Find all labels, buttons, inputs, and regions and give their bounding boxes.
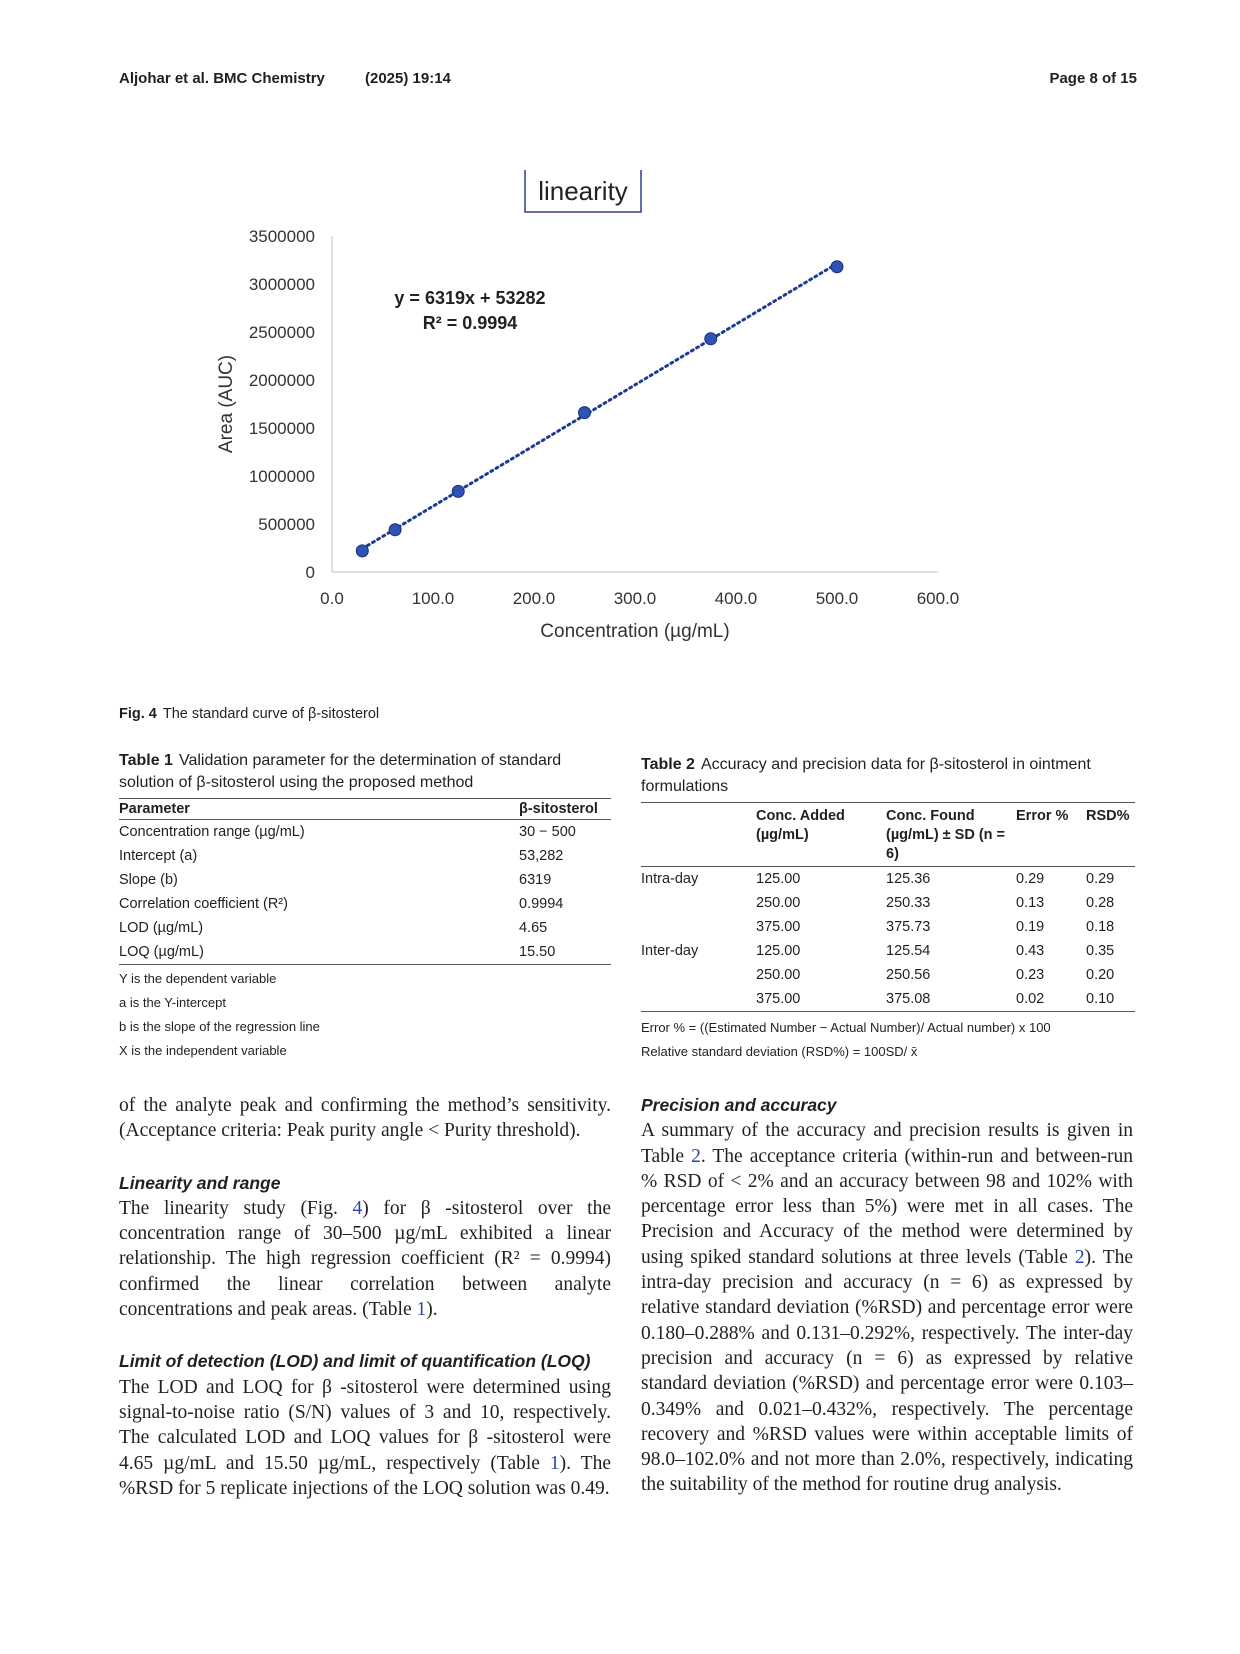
table-cell: 375.00 — [756, 919, 801, 935]
table-cell: 30 − 500 — [519, 824, 576, 840]
y-tick-label: 3000000 — [248, 275, 315, 294]
precision-text: A summary of the accuracy and precision results is given in Table — [641, 1120, 1133, 1167]
table-1-caption-text: Validation parameter for the determination of standard solution of β-sitosterol using the proposed method — [119, 752, 562, 791]
y-tick-label: 2000000 — [248, 371, 315, 390]
table-cell: 0.02 — [1016, 987, 1086, 1012]
table-cell: Slope (b) — [119, 872, 178, 888]
left-column — [119, 1093, 611, 1501]
table-cell: 0.29 — [1086, 871, 1115, 887]
linearity-text: The linearity study (Fig. — [119, 1197, 353, 1219]
table-cell: 125.00 — [756, 871, 801, 887]
linearity-paragraph — [119, 1196, 611, 1322]
table-row — [641, 891, 1135, 915]
table-cell — [641, 891, 756, 915]
x-tick-label: 600.0 — [916, 589, 960, 608]
table-2-header-cell: Error % — [1016, 803, 1086, 867]
table-cell: LOQ (µg/mL) — [119, 940, 519, 965]
table-cell: 375.08 — [886, 987, 1016, 1012]
data-point — [452, 485, 464, 497]
table-1-header-cell: Parameter — [119, 799, 519, 820]
table-cell: 4.65 — [519, 920, 548, 936]
data-point — [389, 524, 401, 536]
data-point — [579, 407, 591, 419]
y-tick-label: 3500000 — [248, 227, 315, 246]
table-cell — [641, 987, 756, 1012]
table-row — [641, 915, 1135, 939]
table-cell: 250.00 — [756, 895, 801, 911]
table-cell: 0.23 — [1016, 967, 1045, 983]
table-2-caption-text: Accuracy and precision data for β-sitosterol in ointment formulations — [641, 756, 1091, 795]
table-cell: Intercept (a) — [119, 848, 198, 864]
chart-title: linearity — [538, 176, 628, 206]
table-cell: 0.9994 — [519, 896, 564, 912]
x-tick-label: 200.0 — [512, 589, 556, 608]
lod-loq-heading: Limit of detection (LOD) and limit of quantification (LOQ) — [119, 1351, 591, 1372]
data-point — [356, 545, 368, 557]
y-tick-label: 2500000 — [248, 323, 315, 342]
table-row — [641, 939, 1135, 963]
journal-citation: Aljohar et al. BMC Chemistry — [119, 70, 325, 87]
table-2-label: Table 2 — [641, 756, 695, 773]
table-1-label: Table 1 — [119, 752, 173, 769]
y-tick-label: 1000000 — [248, 467, 315, 486]
table-cell: 375.73 — [886, 919, 931, 935]
table-1-link[interactable]: 1 — [416, 1299, 427, 1321]
table-2-caption — [641, 754, 1135, 798]
table-cell: 15.50 — [519, 940, 611, 965]
linearity-chart — [210, 170, 1040, 690]
table-cell: 0.28 — [1086, 895, 1115, 911]
table-cell: 250.56 — [886, 967, 931, 983]
linearity-text: ) for β -sitosterol over the concentration range of 30–500 µg/mL exhibited a linear relationship. The high regression coefficient (R² = 0.9994) confirmed the linear correlation between analyte concentrations and peak areas. (Table — [119, 1197, 611, 1321]
table-cell — [641, 963, 756, 987]
y-tick-label: 1500000 — [248, 419, 315, 438]
precision-paragraph — [641, 1118, 1133, 1497]
table-row — [119, 820, 611, 845]
table-cell: 0.20 — [1086, 967, 1115, 983]
equation-annotation: y = 6319x + 53282 — [394, 288, 546, 308]
table-2-header-cell: Conc. Added (µg/mL) — [756, 803, 886, 867]
x-tick-label: 100.0 — [411, 589, 455, 608]
figure-label: Fig. 4 — [119, 706, 157, 722]
table-2-header-cell: Conc. Found (µg/mL) ± SD (n = 6) — [886, 803, 1016, 867]
table-1-grid — [119, 798, 611, 965]
table-cell: Intra-day — [641, 871, 699, 887]
running-header — [119, 70, 1137, 92]
table-2-link[interactable]: 2 — [1074, 1246, 1085, 1268]
table-2-grid — [641, 802, 1135, 1012]
data-point — [705, 333, 717, 345]
intro-paragraph: of the analyte peak and confirming the method’s sensitivity. (Acceptance criteria: Peak purity angle < Purity threshold). — [119, 1095, 611, 1142]
linearity-text: ). — [426, 1299, 438, 1321]
table-cell: 125.36 — [886, 871, 931, 887]
y-tick-label: 500000 — [258, 515, 315, 534]
figure-4-link[interactable]: 4 — [352, 1197, 363, 1219]
y-axis-label: Area (AUC) — [216, 354, 237, 454]
table-row — [641, 867, 1135, 892]
page-number: Page 8 of 15 — [1049, 70, 1137, 87]
table-cell: 53,282 — [519, 848, 564, 864]
table-cell: 125.54 — [886, 943, 931, 959]
table-cell: 125.00 — [756, 943, 801, 959]
r-squared-annotation: R² = 0.9994 — [422, 313, 518, 333]
table-footnote: Y is the dependent variable — [119, 971, 277, 986]
table-row — [119, 916, 611, 940]
table-footnote: b is the slope of the regression line — [119, 1019, 320, 1034]
table-cell: 375.00 — [756, 987, 886, 1012]
precision-text: . The acceptance criteria (within-run and between-run % RSD of < 2% and an accuracy between 98 and 102% with percentage error less than 5%) were met in all cases. The Precision and Accuracy of the method were determined by using spiked standard solutions at three levels (Table — [641, 1145, 1133, 1268]
table-1-link[interactable]: 1 — [549, 1452, 560, 1474]
table-cell: 250.00 — [756, 967, 801, 983]
table-footnote: a is the Y-intercept — [119, 995, 226, 1010]
data-point — [831, 261, 843, 273]
lod-text: The LOD and LOQ for β -sitosterol were determined using signal-to-noise ratio (S/N) values of 3 and 10, respectively. The calculated LOD and LOQ values for β -sitosterol were 4.65 µg/mL and 15.50 µg/mL, respectively (Table — [119, 1376, 611, 1474]
x-tick-label: 300.0 — [613, 589, 657, 608]
figure-caption — [119, 706, 379, 722]
table-cell: 250.33 — [886, 895, 931, 911]
table-cell: 6319 — [519, 872, 552, 888]
table-2-header-row — [641, 803, 1135, 867]
table-1-caption — [119, 750, 611, 794]
table-row — [119, 868, 611, 892]
y-tick-labels — [249, 227, 315, 582]
lod-text: ). The %RSD for 5 replicate injections of the LOQ solution was 0.49. — [119, 1452, 611, 1499]
table-cell: Concentration range (µg/mL) — [119, 824, 305, 840]
table-1 — [119, 750, 611, 1063]
precision-text: ). The intra-day precision and accuracy (n = 6) as expressed by relative standard deviation (%RSD) and percentage error were 0.180–0.288% and 0.131–0.292%, respectively. The inter-day precision and accuracy (n = 6) as expressed by relative standard deviation (%RSD) and percentage error were 0.103–0.349% and 0.021–0.432%, respectively. The percentage recovery and %RSD values were within acceptable limits of 98.0–102.0% and not more than 2.0%, respectively, indicating the suitability of the method for routine drug analysis. — [641, 1246, 1133, 1496]
table-footnote: Error % = ((Estimated Number − Actual Number)/ Actual number) x 100 — [641, 1020, 1051, 1035]
table-2-header-cell: RSD% — [1086, 803, 1135, 867]
table-cell: LOD (µg/mL) — [119, 920, 204, 936]
x-tick-labels — [320, 589, 959, 608]
table-cell: 0.35 — [1086, 943, 1115, 959]
table-row — [119, 844, 611, 868]
table-cell: Inter-day — [641, 943, 699, 959]
year-volume: (2025) 19:14 — [365, 70, 451, 87]
linearity-chart-svg — [210, 170, 1040, 690]
table-row — [641, 963, 1135, 987]
x-tick-label: 500.0 — [815, 589, 859, 608]
x-axis-label: Concentration (µg/mL) — [540, 621, 730, 642]
table-row — [641, 987, 1135, 1012]
table-cell: 0.19 — [1016, 919, 1045, 935]
linearity-heading: Linearity and range — [119, 1172, 281, 1193]
table-2-header-cell — [641, 803, 756, 867]
figure-caption-text: The standard curve of β-sitosterol — [162, 706, 380, 722]
table-cell — [641, 915, 756, 939]
table-cell: 0.18 — [1086, 919, 1115, 935]
x-tick-label: 400.0 — [714, 589, 758, 608]
table-cell: 0.13 — [1016, 895, 1045, 911]
table-2 — [641, 754, 1135, 1064]
x-tick-label: 0.0 — [320, 589, 344, 608]
right-column — [641, 1093, 1133, 1498]
y-tick-label: 0 — [305, 563, 315, 582]
table-2-link[interactable]: 2 — [691, 1145, 701, 1167]
table-cell: 0.43 — [1016, 943, 1045, 959]
table-cell: 0.10 — [1086, 987, 1135, 1012]
table-1-header-row — [119, 799, 611, 820]
table-1-header-cell: β-sitosterol — [519, 799, 611, 820]
table-cell: Correlation coefficient (R²) — [119, 896, 288, 912]
table-2-footnotes — [641, 1016, 1135, 1064]
lod-loq-paragraph — [119, 1375, 611, 1501]
table-1-footnotes — [119, 967, 611, 1063]
table-row — [119, 940, 611, 965]
table-footnote: Relative standard deviation (RSD%) = 100SD/ x̄ — [641, 1044, 918, 1059]
table-cell: 0.29 — [1016, 871, 1045, 887]
precision-heading: Precision and accuracy — [641, 1095, 837, 1115]
table-footnote: X is the independent variable — [119, 1043, 287, 1058]
table-row — [119, 892, 611, 916]
